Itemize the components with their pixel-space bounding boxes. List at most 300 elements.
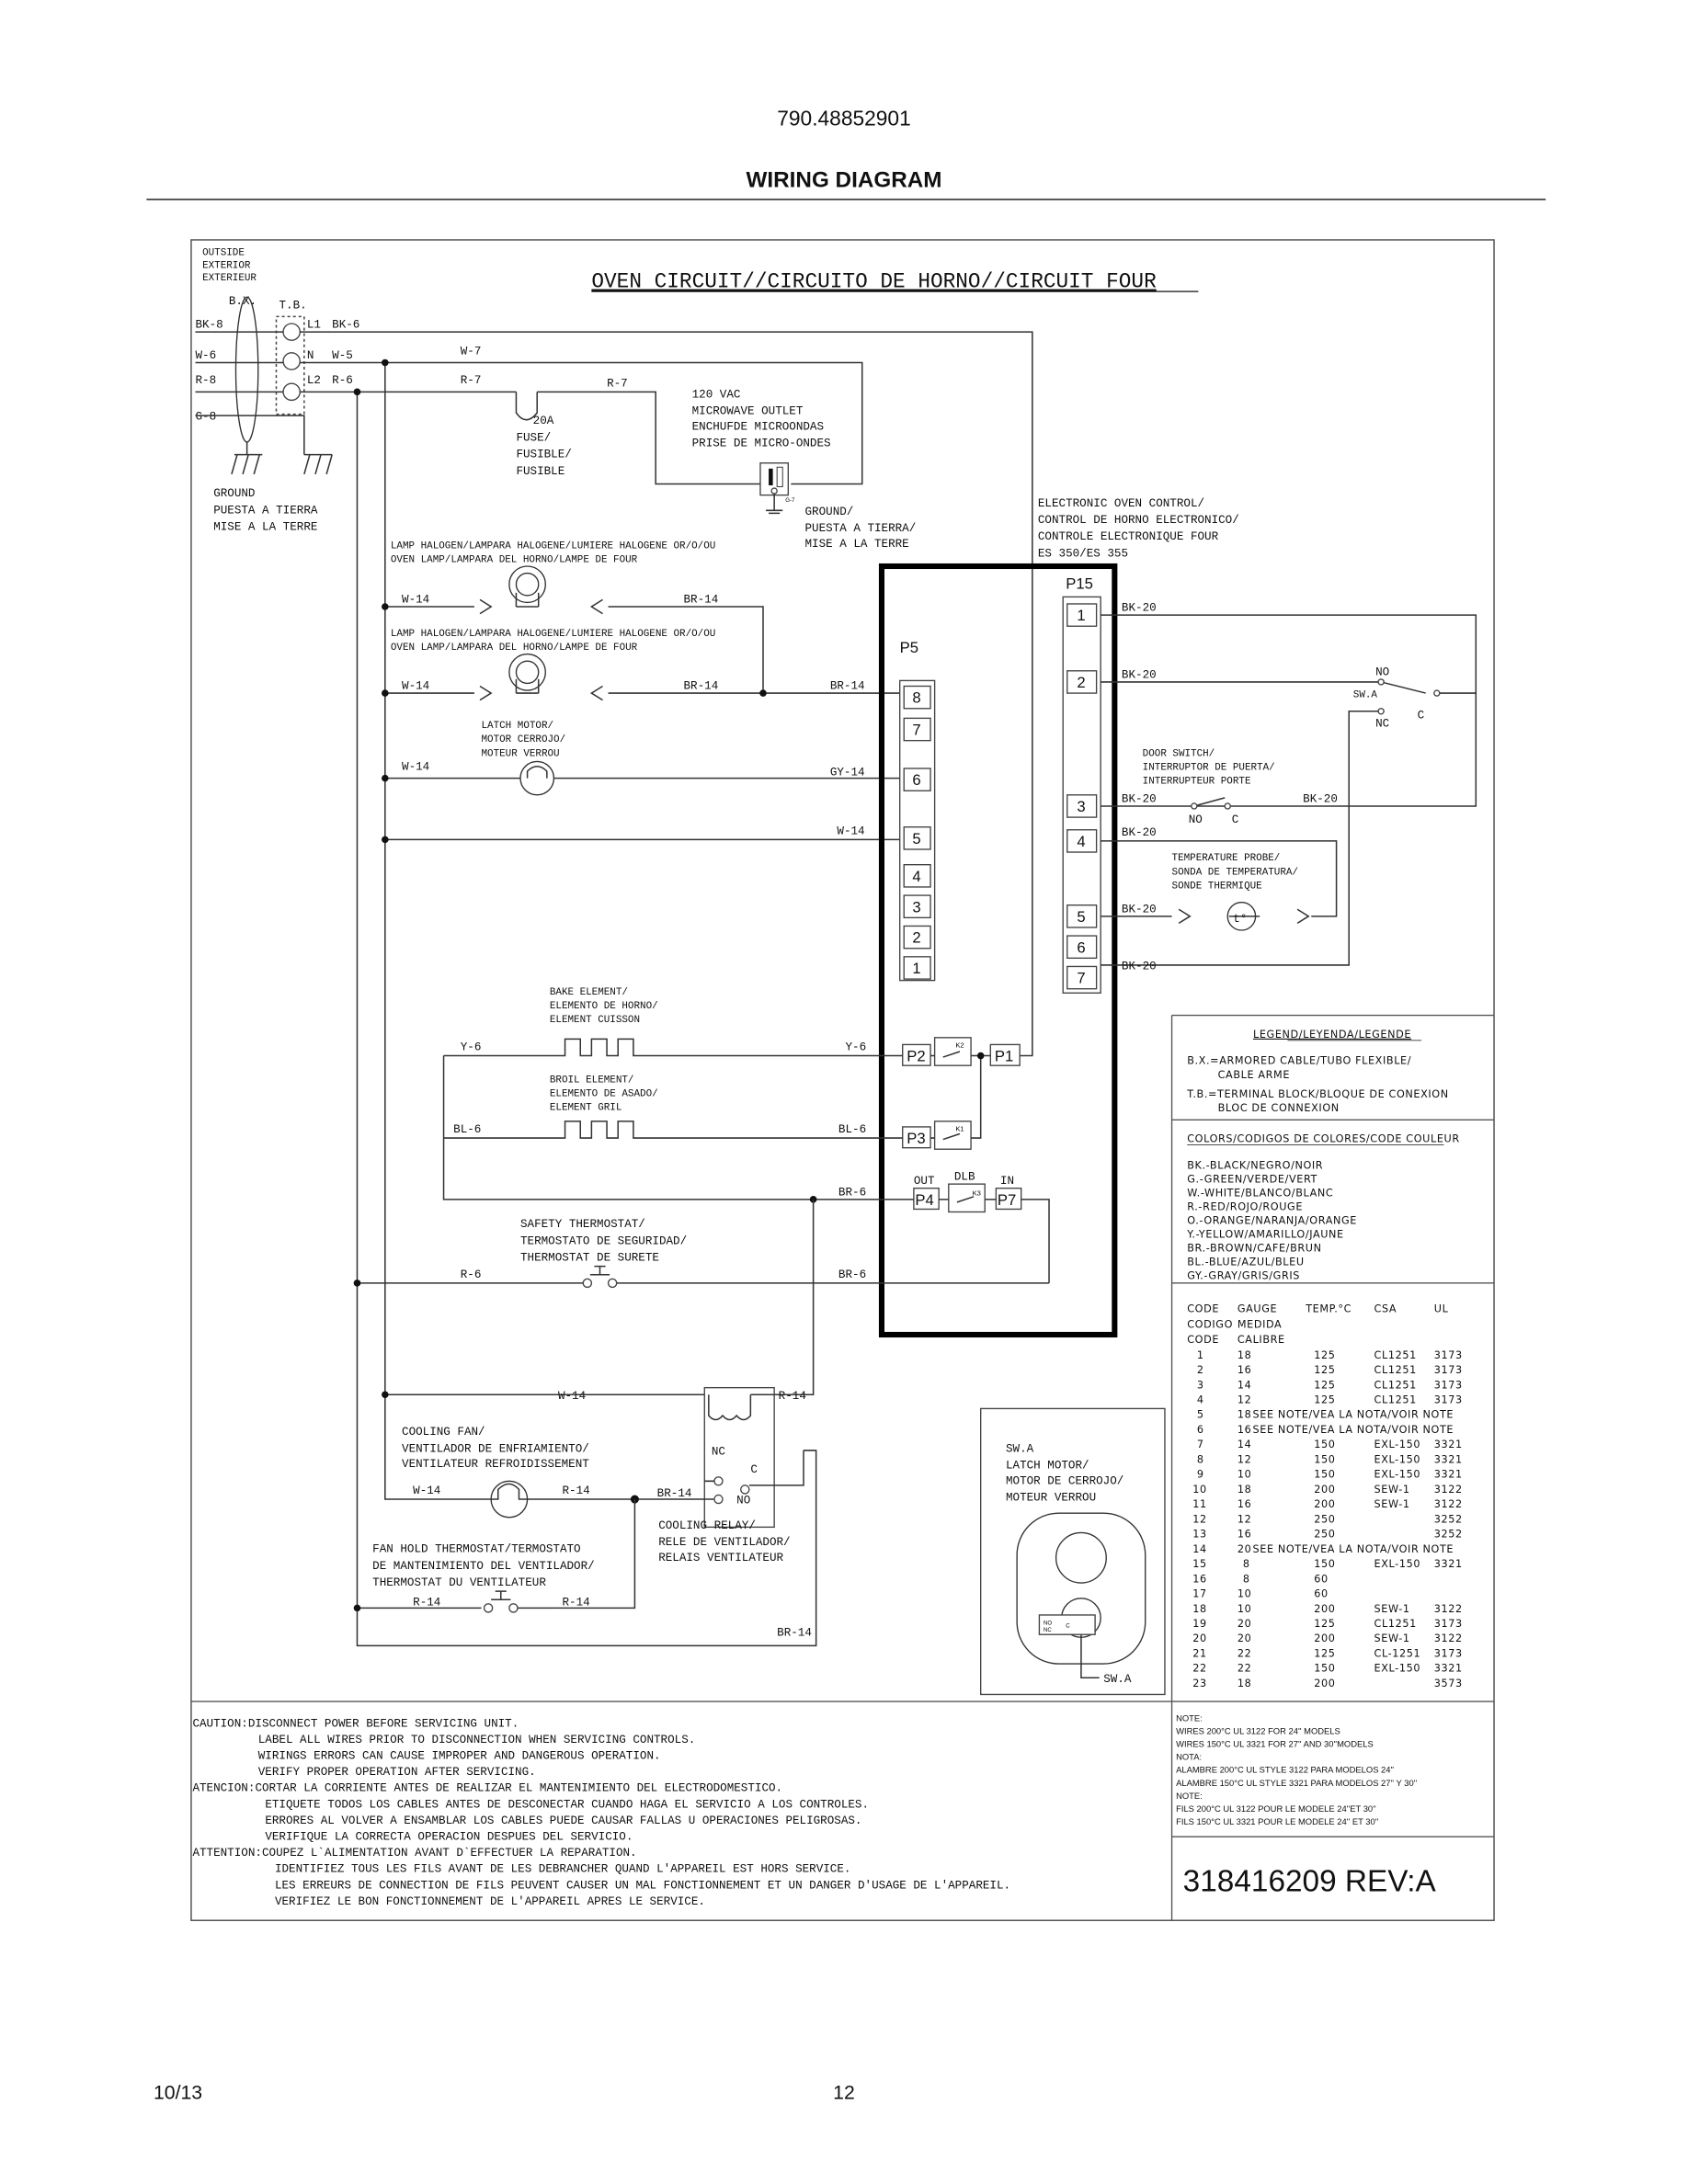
p5-pin-number: 4 — [912, 867, 921, 885]
color-code-item: BL.-BLUE/AZUL/BLEU — [1187, 1256, 1305, 1268]
table-cell: 9 — [1196, 1468, 1204, 1481]
caution-line: LABEL ALL WIRES PRIOR TO DISCONNECTION WHEN SERVICING CONTROLS. — [257, 1733, 696, 1746]
table-cell: 12 — [1192, 1513, 1207, 1526]
table-cell: 17 — [1192, 1587, 1207, 1600]
wire-label: BK-20 — [1121, 668, 1157, 682]
relay-k1: K1 — [955, 1124, 964, 1133]
wire-label: BK-6 — [332, 318, 360, 332]
table-cell: 3173 — [1433, 1348, 1463, 1361]
out-label: OUT — [913, 1175, 935, 1189]
table-cell: 125 — [1314, 1393, 1336, 1406]
wire-label: BR-14 — [656, 1487, 692, 1500]
relay-c-label: C — [750, 1463, 758, 1477]
broil-element-label — [550, 1075, 658, 1113]
wire-label: R-14 — [413, 1596, 441, 1610]
table-cell: 6 — [1196, 1423, 1204, 1436]
svg-text:GAUGE: GAUGE — [1237, 1302, 1278, 1315]
terminal-label: N — [306, 348, 314, 362]
p5-pin-number: 8 — [912, 688, 921, 707]
table-cell: 125 — [1314, 1618, 1336, 1631]
p5-pin-number: 6 — [912, 771, 921, 790]
svg-text:CSA: CSA — [1374, 1302, 1397, 1315]
table-cell: 3122 — [1433, 1498, 1463, 1511]
table-cell: CL1251 — [1374, 1618, 1417, 1631]
note-line: ALAMBRE 200°C UL STYLE 3122 PARA MODELOS 24'' — [1176, 1764, 1395, 1775]
table-cell: 8 — [1242, 1558, 1250, 1571]
table-cell: 10 — [1237, 1602, 1252, 1615]
table-cell: CL-1251 — [1374, 1647, 1421, 1660]
wire-label: BR-6 — [838, 1186, 867, 1200]
table-cell: 21 — [1192, 1647, 1207, 1660]
table-cell: 14 — [1237, 1439, 1252, 1451]
wire-label: BK-20 — [1121, 960, 1157, 973]
svg-text:PUESTA A TIERRA: PUESTA A TIERRA — [213, 504, 318, 518]
table-cell: 60 — [1314, 1587, 1329, 1600]
table-cell: CL1251 — [1374, 1364, 1417, 1377]
swa-no-label: NO — [1375, 665, 1390, 679]
table-cell: 3321 — [1433, 1558, 1463, 1571]
table-cell: 4 — [1196, 1393, 1204, 1406]
wire-label: BR-14 — [683, 593, 719, 607]
caution-line: COUPEZ L`ALIMENTATION AVANT D`EFFECTUER LA REPARATION. — [262, 1847, 637, 1860]
bx-label: B.X. — [228, 294, 257, 308]
terminal-label: L1 — [306, 318, 321, 332]
svg-text:LATCH MOTOR/: LATCH MOTOR/ — [481, 721, 554, 733]
svg-text:MOTEUR VERROU: MOTEUR VERROU — [481, 748, 560, 760]
svg-text:CODIGO: CODIGO — [1187, 1318, 1234, 1331]
table-cell: SEE NOTE/VEA LA NOTA/VOIR NOTE — [1252, 1542, 1454, 1555]
svg-text:C: C — [1066, 1623, 1070, 1630]
table-cell: EXL-150 — [1374, 1662, 1421, 1675]
bake-element-label — [550, 987, 658, 1026]
table-cell: SEW-1 — [1374, 1632, 1410, 1645]
table-cell: 14 — [1237, 1379, 1252, 1392]
svg-text:MOTEUR VERROU: MOTEUR VERROU — [1006, 1491, 1097, 1505]
table-cell: 10 — [1192, 1483, 1207, 1496]
table-cell: 150 — [1314, 1439, 1336, 1451]
svg-text:THERMOSTAT DE SURETE: THERMOSTAT DE SURETE — [520, 1251, 659, 1265]
table-cell: EXL-150 — [1374, 1453, 1421, 1466]
table-cell: CL1251 — [1374, 1393, 1417, 1406]
caution-prefix: CAUTION: — [192, 1717, 248, 1731]
svg-text:DE MANTENIMIENTO DEL VENTILADO: DE MANTENIMIENTO DEL VENTILADOR/ — [372, 1559, 595, 1573]
footer-date: 10/13 — [153, 2081, 203, 2104]
svg-text:SONDE THERMIQUE: SONDE THERMIQUE — [1171, 881, 1262, 893]
page-title: WIRING DIAGRAM — [746, 167, 942, 193]
table-cell: 150 — [1314, 1662, 1336, 1675]
svg-text:G-7: G-7 — [785, 498, 795, 505]
outside-label — [202, 248, 257, 284]
outlet-label — [692, 388, 831, 449]
p15-label: P15 — [1066, 574, 1093, 593]
table-cell: EXL-150 — [1374, 1558, 1421, 1571]
svg-text:OUTSIDE: OUTSIDE — [202, 247, 245, 259]
table-cell: CL1251 — [1374, 1348, 1417, 1361]
svg-text:MISE A LA TERRE: MISE A LA TERRE — [213, 520, 318, 534]
svg-text:UL: UL — [1433, 1302, 1449, 1315]
circuit-title: OVEN CIRCUIT//CIRCUITO DE HORNO//CIRCUIT FOUR — [591, 269, 1157, 294]
legend-bx-2: CABLE ARME — [1217, 1068, 1291, 1081]
table-cell: 150 — [1314, 1558, 1336, 1571]
legend-title: LEGEND/LEYENDA/LEGENDE — [1252, 1028, 1412, 1041]
svg-text:VENTILADOR DE ENFRIAMIENTO/: VENTILADOR DE ENFRIAMIENTO/ — [402, 1442, 589, 1456]
ground-right-label — [805, 506, 917, 551]
legend-tb: T.B.=TERMINAL BLOCK/BLOQUE DE CONEXION — [1187, 1088, 1449, 1101]
color-code-item: Y.-YELLOW/AMARILLO/JAUNE — [1187, 1228, 1344, 1241]
wire-label: BK-20 — [1121, 792, 1157, 806]
lamp-label — [391, 540, 715, 654]
svg-text:ELECTRONIC OVEN CONTROL/: ELECTRONIC OVEN CONTROL/ — [1037, 496, 1205, 510]
table-cell: 12 — [1237, 1453, 1252, 1466]
table-cell: 13 — [1192, 1528, 1207, 1541]
p15-pin-number: 3 — [1077, 798, 1086, 816]
p15-pin-number: 6 — [1077, 938, 1086, 957]
table-cell: 14 — [1192, 1542, 1207, 1555]
table-cell: 200 — [1314, 1677, 1336, 1689]
relay-k3: K3 — [972, 1189, 981, 1198]
table-cell: 18 — [1237, 1483, 1252, 1496]
relays — [903, 1038, 1049, 1283]
color-codes — [1186, 1159, 1357, 1281]
svg-text:GROUND/: GROUND/ — [804, 505, 854, 518]
caution-line: ETIQUETE TODOS LOS CABLES ANTES DE DESCONECTAR CUANDO HAGA EL SERVICIO A LOS CONTROLES. — [265, 1798, 870, 1812]
table-cell: 23 — [1192, 1677, 1207, 1689]
terminal-l2 — [283, 383, 300, 400]
note-line: NOTE: — [1176, 1790, 1203, 1801]
table-cell: 3173 — [1433, 1647, 1463, 1660]
table-cell: 3173 — [1433, 1393, 1463, 1406]
wire-label: R-14 — [562, 1484, 590, 1497]
table-cell: 16 — [1237, 1364, 1252, 1377]
table-cell: 200 — [1314, 1602, 1336, 1615]
page-number: 12 — [833, 2081, 855, 2104]
wire-label: GY-14 — [829, 766, 865, 779]
table-cell: 16 — [1237, 1423, 1252, 1436]
table-cell: 11 — [1192, 1498, 1207, 1511]
table-cell: 3321 — [1433, 1662, 1463, 1675]
svg-text:THERMOSTAT DU VENTILATEUR: THERMOSTAT DU VENTILATEUR — [372, 1576, 546, 1590]
svg-text:FAN HOLD THERMOSTAT/TERMOSTATO: FAN HOLD THERMOSTAT/TERMOSTATO — [372, 1542, 581, 1556]
table-cell: 12 — [1237, 1513, 1252, 1526]
p5-pins — [904, 686, 930, 979]
table-cell: 16 — [1237, 1528, 1252, 1541]
relay-p7: P7 — [997, 1190, 1017, 1209]
svg-text:ES 350/ES 355: ES 350/ES 355 — [1037, 547, 1129, 561]
wire-label: W-14 — [402, 593, 430, 607]
legend-tb-2: BLOC DE CONNEXION — [1217, 1102, 1340, 1115]
svg-text:LAMP HALOGEN/LAMPARA HALOGENE/: LAMP HALOGEN/LAMPARA HALOGENE/LUMIERE HALOGENE OR/O/OU — [390, 628, 716, 640]
table-cell: 1 — [1196, 1348, 1204, 1361]
table-cell: SEE NOTE/VEA LA NOTA/VOIR NOTE — [1252, 1423, 1454, 1436]
svg-text:RELE DE VENTILADOR/: RELE DE VENTILADOR/ — [658, 1536, 791, 1550]
wire-label: W-14 — [837, 825, 865, 838]
table-cell: SEE NOTE/VEA LA NOTA/VOIR NOTE — [1252, 1408, 1454, 1421]
svg-text:FUSE/: FUSE/ — [516, 431, 552, 445]
table-cell: 3573 — [1433, 1677, 1463, 1689]
svg-text:BAKE ELEMENT/: BAKE ELEMENT/ — [549, 986, 628, 998]
svg-text:PRISE DE MICRO-ONDES: PRISE DE MICRO-ONDES — [691, 437, 831, 450]
table-cell: 3122 — [1433, 1602, 1463, 1615]
relay-p2: P2 — [907, 1047, 926, 1065]
table-cell: 125 — [1314, 1348, 1336, 1361]
relay-no-label: NO — [736, 1494, 751, 1507]
caution-line: IDENTIFIEZ TOUS LES FILS AVANT DE LES DEBRANCHER QUAND L'APPAREIL EST HORS SERVICE. — [274, 1862, 851, 1876]
color-code-item: R.-RED/ROJO/ROUGE — [1187, 1200, 1304, 1213]
svg-text:GROUND: GROUND — [213, 487, 256, 501]
svg-text:ELEMENT CUISSON: ELEMENT CUISSON — [549, 1015, 641, 1027]
ground-left-label — [213, 487, 318, 533]
table-cell: 3122 — [1433, 1483, 1463, 1496]
swa-pointer-label: SW.A — [1103, 1672, 1132, 1686]
wire-label: W-14 — [402, 760, 430, 774]
svg-text:COOLING RELAY/: COOLING RELAY/ — [658, 1519, 756, 1532]
swa-label: SW.A — [1352, 689, 1377, 701]
svg-text:LAMP HALOGEN/LAMPARA HALOGENE/: LAMP HALOGEN/LAMPARA HALOGENE/LUMIERE HALOGENE OR/O/OU — [390, 540, 716, 552]
table-cell: 20 — [1237, 1542, 1252, 1555]
safety-thermostat-label — [520, 1218, 687, 1264]
wire-label: BK-20 — [1121, 903, 1157, 916]
wire-label: BL-6 — [838, 1123, 867, 1137]
svg-text:CODE: CODE — [1187, 1334, 1220, 1347]
table-cell: EXL-150 — [1374, 1439, 1421, 1451]
temp-probe-label — [1172, 853, 1298, 892]
caution-line: LES ERREURS DE CONNECTION DE FILS PEUVENT CAUSER UN MAL FONCTIONNEMENT ET UN DANGER D'USAGE DE L'APPAREIL. — [274, 1879, 1011, 1893]
p5-label: P5 — [899, 639, 919, 657]
wire-label: BR-14 — [777, 1626, 812, 1640]
svg-text:120 VAC: 120 VAC — [691, 388, 741, 402]
door-c-label: C — [1231, 813, 1239, 827]
note-line: FILS 150°C UL 3321 POUR LE MODELE 24'' ET 30'' — [1176, 1816, 1379, 1827]
svg-text:PUESTA A TIERRA/: PUESTA A TIERRA/ — [804, 522, 917, 536]
svg-text:TERMOSTATO DE SEGURIDAD/: TERMOSTATO DE SEGURIDAD/ — [520, 1234, 688, 1248]
wire-label: W-6 — [195, 348, 217, 362]
terminal-l1 — [283, 324, 300, 340]
table-cell: 18 — [1237, 1348, 1252, 1361]
caution-prefix: ATENCION: — [192, 1781, 256, 1795]
wire-label: BK-20 — [1303, 792, 1338, 806]
svg-text:ELEMENTO DE HORNO/: ELEMENTO DE HORNO/ — [549, 1000, 658, 1012]
relay-p3: P3 — [907, 1130, 926, 1148]
terminal-n — [283, 353, 300, 370]
caution-line: CORTAR LA CORRIENTE ANTES DE REALIZAR EL MANTENIMIENTO DEL ELECTRODOMESTICO. — [255, 1781, 783, 1795]
caution-text — [192, 1717, 1010, 1908]
color-code-item: BK.-BLACK/NEGRO/NOIR — [1187, 1159, 1324, 1172]
table-cell: CL1251 — [1374, 1379, 1417, 1392]
dlb-label: DLB — [953, 1170, 975, 1184]
wire-label: G-8 — [195, 410, 217, 424]
table-cell: 2 — [1196, 1364, 1204, 1377]
svg-text:MISE A LA TERRE: MISE A LA TERRE — [804, 537, 909, 551]
svg-text:VENTILATEUR REFROIDISSEMENT: VENTILATEUR REFROIDISSEMENT — [402, 1458, 589, 1472]
p5-pin-number: 2 — [912, 928, 921, 947]
wire-label: Y-6 — [845, 1041, 867, 1054]
relay-p1: P1 — [994, 1047, 1014, 1065]
caution-line: VERIFIEZ LE BON FONCTIONNEMENT DE L'APPAREIL APRES LE SERVICE. — [274, 1894, 705, 1908]
svg-text:DOOR SWITCH/: DOOR SWITCH/ — [1142, 748, 1215, 760]
svg-text:OVEN LAMP/LAMPARA DEL HORNO/LA: OVEN LAMP/LAMPARA DEL HORNO/LAMPE DE FOUR — [390, 643, 638, 654]
door-no-label: NO — [1188, 813, 1203, 827]
table-cell: 3173 — [1433, 1364, 1463, 1377]
table-cell: 7 — [1196, 1439, 1204, 1451]
cooling-fan-label — [402, 1426, 589, 1471]
wire-label: BR-14 — [829, 679, 865, 693]
svg-text:FUSIBLE: FUSIBLE — [516, 464, 565, 478]
table-cell: 8 — [1196, 1453, 1204, 1466]
p15-pin-number: 1 — [1077, 607, 1086, 625]
wire-label: W-14 — [413, 1484, 441, 1497]
table-cell: 20 — [1192, 1632, 1207, 1645]
control-label — [1038, 497, 1239, 561]
svg-text:TEMP.°C: TEMP.°C — [1306, 1302, 1352, 1315]
svg-text:OVEN LAMP/LAMPARA DEL HORNO/LA: OVEN LAMP/LAMPARA DEL HORNO/LAMPE DE FOUR — [390, 554, 638, 566]
latch-motor-icon — [382, 761, 900, 843]
table-cell: EXL-150 — [1374, 1468, 1421, 1481]
notes — [1176, 1712, 1417, 1826]
table-cell: 22 — [1237, 1647, 1252, 1660]
right-wires — [1101, 615, 1476, 965]
fan-hold-label — [372, 1543, 595, 1589]
table-cell: 15 — [1192, 1558, 1207, 1571]
caution-line: WIRINGS ERRORS CAN CAUSE IMPROPER AND DANGEROUS OPERATION. — [257, 1749, 661, 1763]
armored-cable-symbol — [235, 297, 257, 442]
table-header — [1187, 1303, 1448, 1346]
wire-label: BR-6 — [838, 1268, 867, 1281]
relay-p4: P4 — [915, 1190, 934, 1209]
in-label: IN — [999, 1175, 1015, 1189]
swa-c-label: C — [1417, 709, 1425, 722]
terminal-label: L2 — [306, 374, 321, 388]
svg-text:FUSIBLE/: FUSIBLE/ — [516, 448, 572, 461]
table-cell: 250 — [1314, 1528, 1336, 1541]
caution-prefix: ATTENTION: — [192, 1847, 262, 1860]
diagram-frame — [191, 240, 1494, 1920]
p5-pin-number: 3 — [912, 898, 921, 916]
table-cell: 200 — [1314, 1498, 1336, 1511]
table-cell: 10 — [1237, 1468, 1252, 1481]
table-cell: 60 — [1314, 1573, 1329, 1586]
svg-text:CALIBRE: CALIBRE — [1237, 1334, 1285, 1347]
wire-label: W-14 — [402, 679, 430, 693]
p15-pin-number: 2 — [1077, 674, 1086, 691]
table-cell: SEW-1 — [1374, 1498, 1410, 1511]
wire-label: R-14 — [562, 1596, 590, 1610]
table-cell: 125 — [1314, 1379, 1336, 1392]
table-cell: 3173 — [1433, 1379, 1463, 1392]
p15-pin-number: 5 — [1077, 907, 1086, 926]
legend-bx: B.X.=ARMORED CABLE/TUBO FLEXIBLE/ — [1187, 1054, 1412, 1067]
svg-text:CODE: CODE — [1187, 1302, 1220, 1315]
table-cell: 3173 — [1433, 1618, 1463, 1631]
svg-text:MOTOR DE CERROJO/: MOTOR DE CERROJO/ — [1006, 1474, 1124, 1488]
table-cell: 125 — [1314, 1364, 1336, 1377]
table-cell: 125 — [1314, 1647, 1336, 1660]
svg-text:ELEMENT GRIL: ELEMENT GRIL — [549, 1102, 622, 1114]
swa-detail-label — [1006, 1442, 1123, 1504]
table-cell: 3122 — [1433, 1632, 1463, 1645]
temperature-probe-icon: t° — [1233, 912, 1248, 926]
color-code-item: GY.-GRAY/GRIS/GRIS — [1187, 1269, 1300, 1282]
svg-text:COOLING FAN/: COOLING FAN/ — [402, 1426, 485, 1439]
fuse-label — [516, 415, 571, 478]
svg-text:SAFETY THERMOSTAT/: SAFETY THERMOSTAT/ — [520, 1218, 645, 1232]
table-cell: 3 — [1196, 1379, 1204, 1392]
caution-line: VERIFIQUE LA CORRECTA OPERACION DESPUES DEL SERVICIO. — [265, 1830, 633, 1844]
table-cell: 19 — [1192, 1618, 1207, 1631]
wire-label: BK-20 — [1121, 601, 1157, 615]
svg-text:LATCH MOTOR/: LATCH MOTOR/ — [1006, 1459, 1089, 1473]
svg-text:CONTROLE ELECTRONIQUE FOUR: CONTROLE ELECTRONIQUE FOUR — [1037, 530, 1219, 544]
p15-pin-number: 7 — [1077, 969, 1086, 987]
svg-text:NC: NC — [1043, 1628, 1052, 1634]
relay-nc-label: NC — [711, 1445, 725, 1459]
relay-k2: K2 — [955, 1041, 964, 1050]
table-cell: 150 — [1314, 1453, 1336, 1466]
caution-line: VERIFY PROPER OPERATION AFTER SERVICING. — [257, 1766, 536, 1780]
wire-label: BK-8 — [195, 318, 223, 332]
table-cell: 5 — [1196, 1408, 1204, 1421]
color-code-item: G.-GREEN/VERDE/VERT — [1187, 1173, 1317, 1186]
svg-text:SONDA DE TEMPERATURA/: SONDA DE TEMPERATURA/ — [1171, 867, 1299, 879]
svg-text:CONTROL DE HORNO ELECTRONICO/: CONTROL DE HORNO ELECTRONICO/ — [1037, 513, 1239, 527]
wire-label: W-14 — [557, 1389, 587, 1403]
tb-label: T.B. — [279, 299, 307, 313]
table-cell: 8 — [1242, 1573, 1250, 1586]
table-cell: 10 — [1237, 1587, 1252, 1600]
table-cell: 20 — [1237, 1632, 1252, 1645]
wire-label: R-6 — [460, 1268, 482, 1281]
svg-text:INTERRUPTOR DE PUERTA/: INTERRUPTOR DE PUERTA/ — [1142, 762, 1275, 774]
door-switch-label — [1143, 748, 1275, 787]
svg-text:SW.A: SW.A — [1006, 1442, 1034, 1456]
table-cell: 22 — [1237, 1662, 1252, 1675]
svg-text:RELAIS VENTILATEUR: RELAIS VENTILATEUR — [658, 1551, 784, 1564]
note-line: WIRES 150°C UL 3321 FOR 27'' AND 30''MODELS — [1176, 1738, 1374, 1749]
wire-label: BR-14 — [683, 679, 719, 693]
table-cell: 3252 — [1433, 1528, 1463, 1541]
svg-text:ENCHUFDE MICROONDAS: ENCHUFDE MICROONDAS — [691, 420, 825, 434]
color-code-item: O.-ORANGE/NARANJA/ORANGE — [1187, 1214, 1357, 1227]
table-cell: 18 — [1237, 1408, 1252, 1421]
note-line: ALAMBRE 150°C UL STYLE 3321 PARA MODELOS 27'' Y 30'' — [1176, 1777, 1418, 1788]
latch-motor-drawing-icon — [1017, 1513, 1146, 1678]
wire-label: W-7 — [460, 345, 482, 358]
table-cell: 18 — [1237, 1677, 1252, 1689]
wire-label: BK-20 — [1121, 825, 1157, 839]
wire-label: W-5 — [332, 348, 353, 362]
caution-line: DISCONNECT POWER BEFORE SERVICING UNIT. — [247, 1717, 519, 1731]
table-cell: 16 — [1192, 1573, 1207, 1586]
svg-text:NO: NO — [1043, 1621, 1053, 1627]
svg-text:INTERRUPTEUR PORTE: INTERRUPTEUR PORTE — [1142, 776, 1251, 788]
wire-label: R-7 — [607, 377, 628, 391]
document-number: 790.48852901 — [777, 106, 911, 131]
wire-label: R-8 — [195, 374, 217, 388]
svg-text:BROIL ELEMENT/: BROIL ELEMENT/ — [549, 1075, 634, 1086]
caution-line: ERRORES AL VOLVER A ENSAMBLAR LOS CABLES PUEDE CAUSAR FALLAS U OPERACIONES PELIGROSAS. — [265, 1814, 862, 1827]
color-code-item: W.-WHITE/BLANCO/BLANC — [1187, 1187, 1334, 1200]
table-cell: 200 — [1314, 1632, 1336, 1645]
svg-text:TEMPERATURE PROBE/: TEMPERATURE PROBE/ — [1171, 853, 1281, 865]
wire-label: R-6 — [332, 374, 353, 388]
wire-code-table — [1192, 1349, 1462, 1689]
table-cell: 3321 — [1433, 1453, 1463, 1466]
svg-text:ELEMENTO DE ASADO/: ELEMENTO DE ASADO/ — [549, 1088, 658, 1100]
heating-elements — [354, 1039, 1049, 1394]
part-number: 318416209 REV:A — [1182, 1864, 1436, 1899]
note-line: FILS 200°C UL 3122 POUR LE MODELE 24''ET 30'' — [1176, 1803, 1376, 1814]
table-cell: 3321 — [1433, 1468, 1463, 1481]
svg-text:20A: 20A — [532, 415, 554, 428]
